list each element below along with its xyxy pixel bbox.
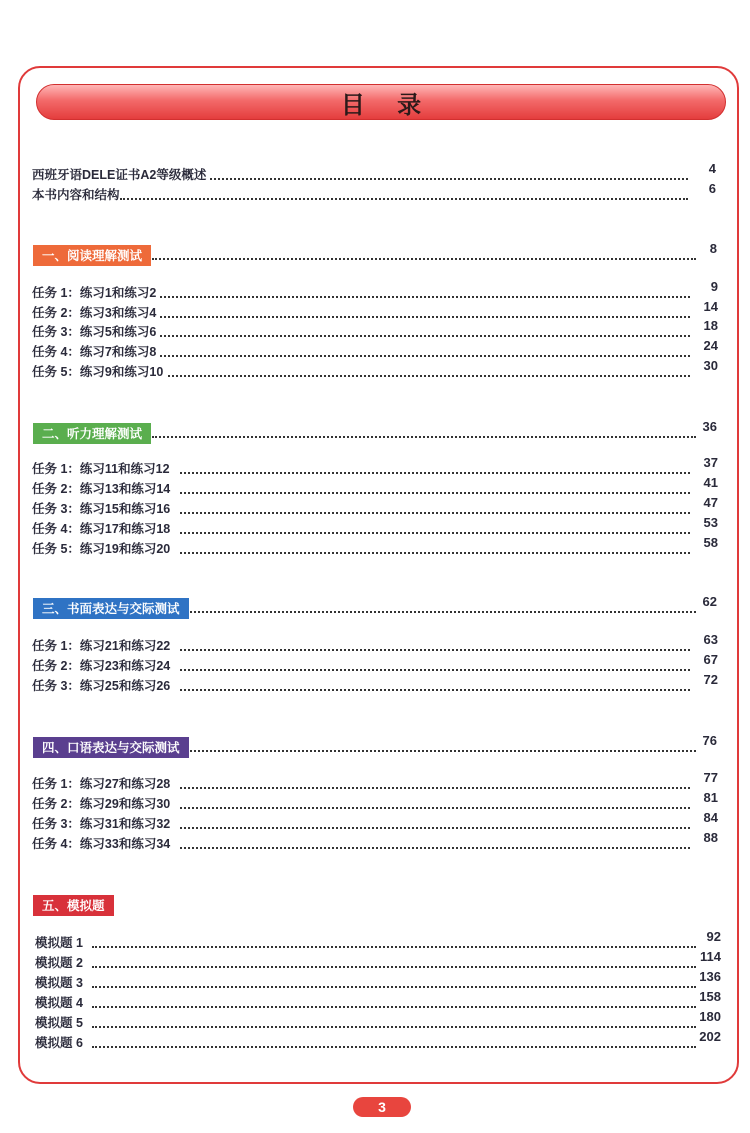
section-row-listening [0,419,750,442]
entry-page: 63 [703,632,718,647]
entry-page: 67 [703,652,718,667]
dot-leader [92,930,696,948]
section-badge-speaking[interactable]: 四、口语表达与交际测试 [33,737,189,758]
entry-label: 模拟题 1 [35,936,83,950]
section-row-reading [0,241,750,264]
dot-leader [180,476,690,494]
dot-leader [180,811,690,829]
dot-leader [92,990,696,1008]
dot-leader [210,162,688,180]
dot-leader [180,456,690,474]
dot-leader [120,182,688,200]
entry-label: 任务 5：练习9和练习10 [32,365,164,379]
page-number-badge: 3 [353,1097,411,1117]
toc-title-bar [36,84,726,120]
toc-entry[interactable] [0,535,750,558]
dot-leader [180,653,690,671]
entry-page: 4 [708,161,716,176]
entry-label: 任务 3：练习15和练习16 [32,502,171,516]
entry-page: 9 [710,279,718,294]
entry-page: 14 [703,299,718,314]
entry-page: 158 [699,989,721,1004]
toc-entry[interactable] [0,830,750,853]
dot-leader [180,516,690,534]
entry-page: 30 [703,358,718,373]
entry-label: 任务 3：练习5和练习6 [32,325,157,339]
dot-leader [152,242,696,260]
entry-label: 任务 1：练习1和练习2 [32,286,157,300]
entry-label: 任务 5：练习19和练习20 [32,542,171,556]
dot-leader [92,970,696,988]
entry-page: 58 [703,535,718,550]
entry-label: 任务 4：练习33和练习34 [32,837,171,851]
section-badge-listening[interactable]: 二、听力理解测试 [33,423,151,444]
dot-leader [92,950,696,968]
dot-leader [168,359,690,377]
section-row-writing [0,594,750,617]
entry-label: 任务 4：练习17和练习18 [32,522,171,536]
dot-leader [92,1030,696,1048]
entry-label: 本书内容和结构 [32,188,120,202]
entry-label: 任务 1：练习27和练习28 [32,777,171,791]
entry-label: 模拟题 6 [35,1036,83,1050]
toc-entry[interactable] [0,1029,750,1052]
dot-leader [180,831,690,849]
dot-leader [160,300,690,318]
entry-page: 8 [709,241,717,256]
entry-label: 模拟题 3 [35,976,83,990]
dot-leader [180,633,690,651]
entry-page: 76 [702,733,717,748]
entry-page: 36 [702,419,717,434]
dot-leader [92,1010,696,1028]
entry-page: 77 [703,770,718,785]
dot-leader [190,734,696,752]
entry-label: 任务 3：练习31和练习32 [32,817,171,831]
toc-entry[interactable] [0,358,750,381]
entry-label: 模拟题 2 [35,956,83,970]
entry-label: 模拟题 5 [35,1016,83,1030]
dot-leader [180,673,690,691]
entry-label: 任务 4：练习7和练习8 [32,345,157,359]
entry-page: 41 [703,475,718,490]
entry-page: 114 [700,949,721,964]
section-row-speaking [0,733,750,756]
dot-leader [180,771,690,789]
entry-label: 任务 2：练习13和练习14 [32,482,171,496]
entry-label: 模拟题 4 [35,996,83,1010]
entry-page: 62 [702,594,717,609]
section-badge-mock-exams[interactable]: 五、模拟题 [33,895,114,916]
entry-page: 6 [708,181,716,196]
entry-page: 72 [703,672,718,687]
dot-leader [160,339,690,357]
dot-leader [152,420,696,438]
section-badge-writing[interactable]: 三、书面表达与交际测试 [33,598,189,619]
entry-page: 47 [703,495,718,510]
toc-entry[interactable] [0,672,750,695]
entry-page: 88 [703,830,718,845]
entry-page: 136 [699,969,721,984]
entry-page: 92 [706,929,721,944]
entry-label: 任务 1：练习11和练习12 [32,462,170,476]
entry-label: 任务 2：练习3和练习4 [32,306,157,320]
section-badge-reading[interactable]: 一、阅读理解测试 [33,245,151,266]
entry-label: 任务 3：练习25和练习26 [32,679,171,693]
entry-label: 西班牙语DELE证书A2等级概述 [32,168,207,182]
entry-page: 53 [703,515,718,530]
entry-page: 202 [699,1029,721,1044]
entry-label: 任务 2：练习23和练习24 [32,659,171,673]
entry-page: 37 [703,455,718,470]
entry-page: 81 [703,790,718,805]
entry-page: 24 [703,338,718,353]
entry-label: 任务 1：练习21和练习22 [32,639,171,653]
dot-leader [180,496,690,514]
entry-page: 84 [703,810,718,825]
dot-leader [160,280,690,298]
dot-leader [190,595,696,613]
entry-label: 任务 2：练习29和练习30 [32,797,171,811]
toc-title: 目 录 [340,90,434,119]
entry-page: 18 [703,318,718,333]
dot-leader [160,319,690,337]
dot-leader [180,791,690,809]
toc-entry-intro-structure[interactable] [0,181,750,204]
entry-page: 180 [699,1009,721,1024]
dot-leader [180,536,690,554]
